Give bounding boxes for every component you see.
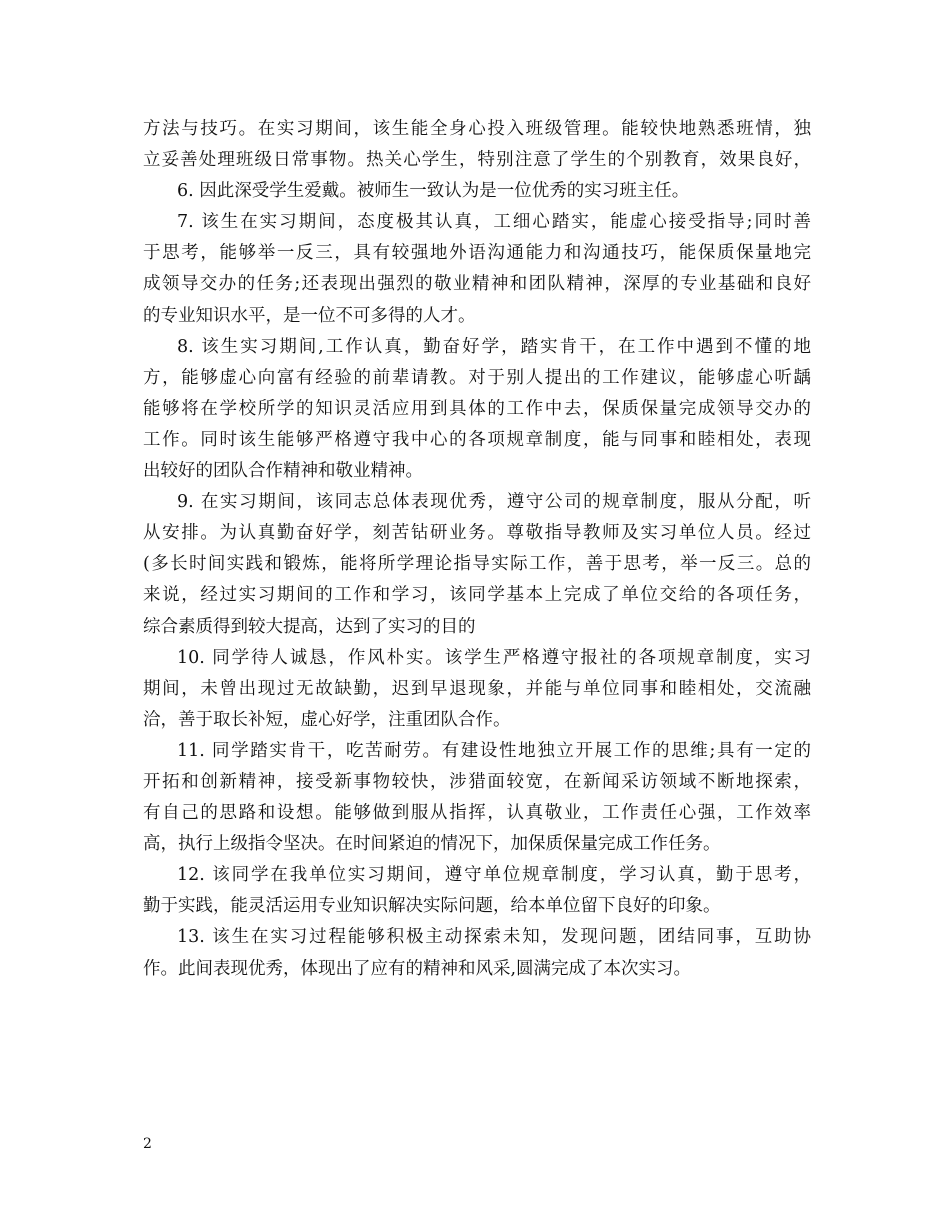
text-line: 综合素质得到较大提高，达到了实习的目的	[143, 616, 476, 637]
text-line: 12. 该同学在我单位实习期间，遵守单位规章制度，学习认真，勤于思考，	[177, 865, 811, 886]
text-line: (多长时间实践和锻炼，能将所学理论指导实际工作，善于思考，举一反三。总的	[143, 554, 811, 575]
text-line: 期间，未曾出现过无故缺勤，迟到早退现象，并能与单位同事和睦相处，交流融	[143, 678, 811, 699]
text-line: 10. 同学待人诚恳，作风朴实。该学生严格遵守报社的各项规章制度，实习	[177, 647, 811, 668]
text-line: 13. 该生在实习过程能够积极主动探索未知，发现问题，团结同事，互助协	[177, 927, 811, 948]
text-line: 的专业知识水平，是一位不可多得的人才。	[143, 305, 476, 326]
text-line: 于思考，能够举一反三，具有较强地外语沟通能力和沟通技巧，能保质保量地完	[143, 243, 811, 264]
text-line: 8. 该生实习期间,工作认真，勤奋好学，踏实肯干，在工作中遇到不懂的地	[177, 336, 811, 357]
text-line: 洽，善于取长补短，虚心好学，注重团队合作。	[143, 709, 511, 730]
text-line: 方法与技巧。在实习期间，该生能全身心投入班级管理。能较快地熟悉班情，独	[143, 119, 811, 139]
text-line: 开拓和创新精神，接受新事物较快，涉猎面较宽，在新闻采访领域不断地探索，	[143, 771, 811, 792]
page-number: 2	[143, 1136, 152, 1152]
text-line: 高，执行上级指令坚决。在时间紧迫的情况下，加保质保量完成工作任务。	[143, 834, 721, 855]
text-line: 有自己的思路和设想。能够做到服从指挥，认真敬业，工作责任心强，工作效率	[143, 803, 811, 824]
text-line: 从安排。为认真勤奋好学，刻苦钻研业务。尊敬指导教师及实习单位人员。经过	[143, 523, 811, 544]
document-body	[143, 114, 811, 985]
text-line: 来说，经过实习期间的工作和学习，该同学基本上完成了单位交给的各项任务，	[143, 585, 811, 606]
text-line: 9. 在实习期间，该同志总体表现优秀，遵守公司的规章制度，服从分配，听	[177, 492, 811, 513]
text-line: 成领导交办的任务;还表现出强烈的敬业精神和团队精神，深厚的专业基础和良好	[143, 274, 811, 295]
text-line: 7. 该生在实习期间，态度极其认真，工细心踏实，能虚心接受指导;同时善	[177, 212, 811, 233]
text-line: 工作。同时该生能够严格遵守我中心的各项规章制度，能与同事和睦相处，表现	[143, 429, 811, 450]
text-line: 方，能够虚心向富有经验的前辈请教。对于别人提出的工作建议，能够虚心听龋	[143, 367, 811, 388]
text-line: 出较好的团队合作精神和敬业精神。	[143, 461, 423, 482]
text-line: 作。此间表现优秀，体现出了应有的精神和风采,圆满完成了本次实习。	[143, 958, 692, 979]
text-line: 立妥善处理班级日常事物。热关心学生，特别注意了学生的个别教育，效果良好，	[143, 150, 811, 171]
text-line: 6. 因此深受学生爱戴。被师生一致认为是一位优秀的实习班主任。	[177, 181, 690, 202]
text-line: 能够将在学校所学的知识灵活应用到具体的工作中去，保质保量完成领导交办的	[143, 398, 811, 419]
text-line: 11. 同学踏实肯干，吃苦耐劳。有建设性地独立开展工作的思维;具有一定的	[177, 740, 811, 761]
text-line: 勤于实践，能灵活运用专业知识解决实际问题，给本单位留下良好的印象。	[143, 896, 721, 917]
